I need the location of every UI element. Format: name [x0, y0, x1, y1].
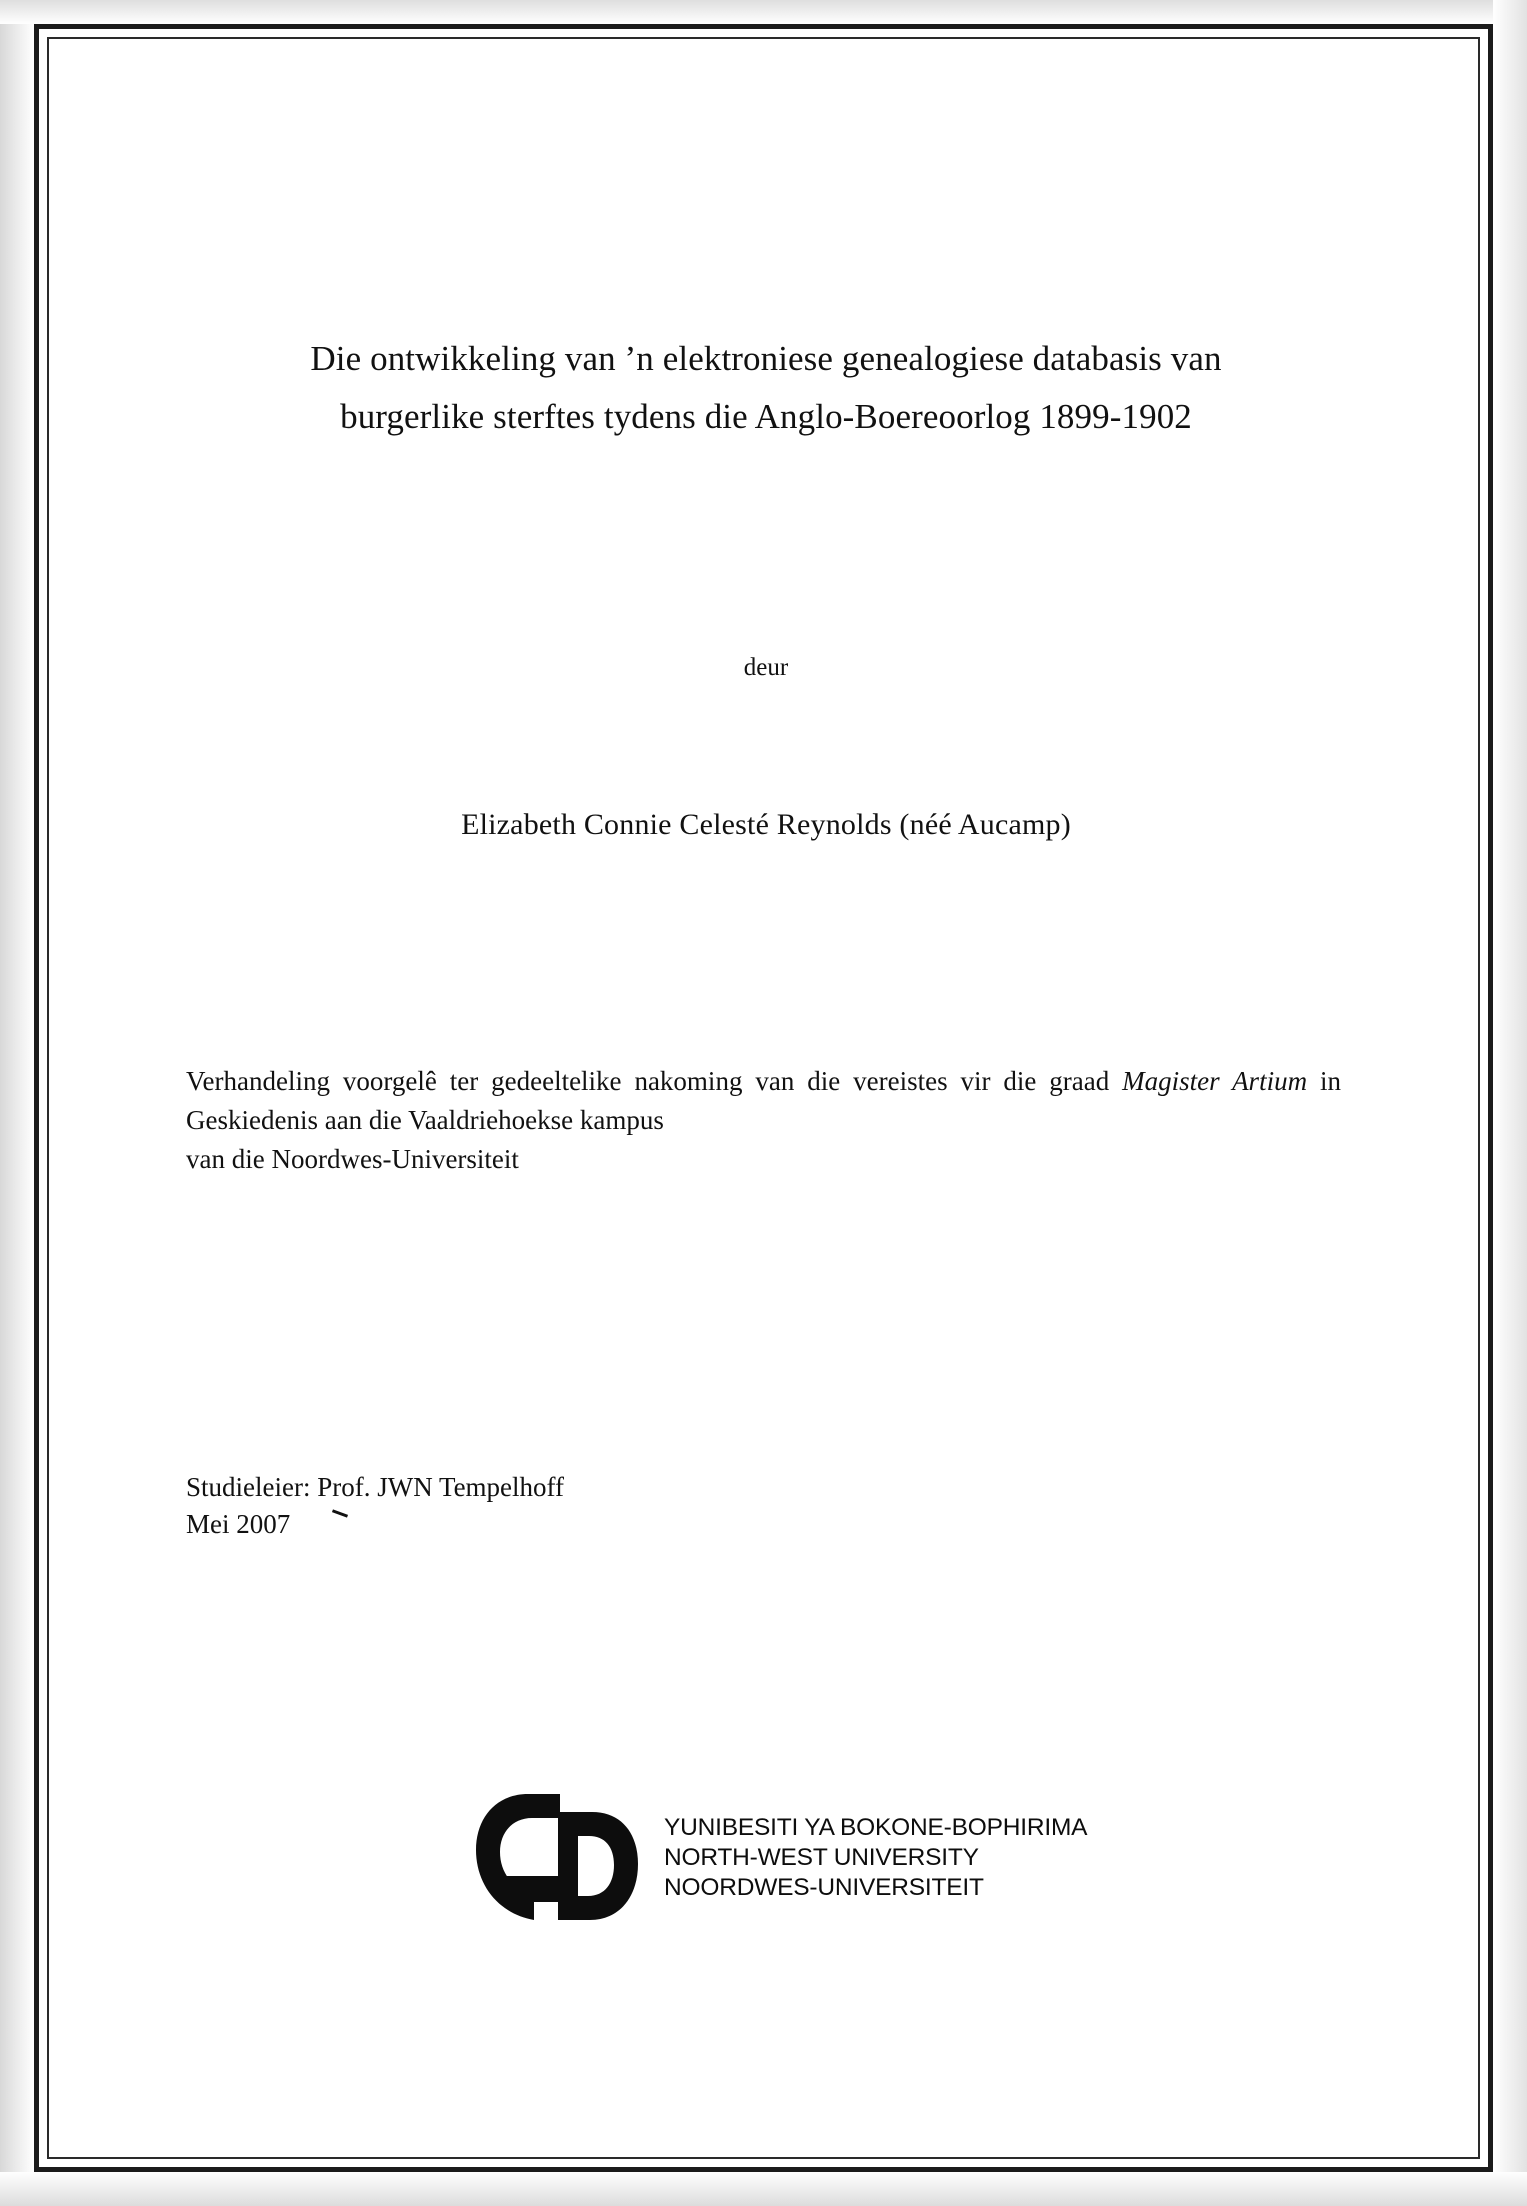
- page-edge-shadow-top: [0, 0, 1527, 24]
- supervisor-line: Studieleier: Prof. JWN Tempelhoff: [186, 1471, 565, 1502]
- page-title: [186, 330, 1346, 446]
- author-name: Elizabeth Connie Celesté Reynolds (néé Aucamp): [461, 807, 1071, 841]
- logo-text-line-2: NORTH-WEST UNIVERSITY: [664, 1844, 979, 1872]
- degree-name: Magister Artium: [1122, 1065, 1308, 1096]
- title-page-content: [186, 330, 1346, 1543]
- page-edge-shadow-bottom: [0, 2172, 1527, 2206]
- title-line-2: burgerlike sterftes tydens die Anglo-Boereoorlog 1899-1902: [340, 396, 1192, 436]
- university-logo-text: [664, 1811, 1087, 1903]
- degree-statement-part-2: in Geskiedenis aan die Vaaldriehoekse kampus: [186, 1065, 1341, 1135]
- north-west-university-logo-icon: [466, 1790, 650, 1924]
- page-edge-shadow-right: [1493, 0, 1527, 2206]
- supervisor-and-date: [186, 1179, 1346, 1544]
- logo-text-line-3: NOORDWES-UNIVERSITEIT: [664, 1873, 984, 1901]
- degree-statement: [186, 842, 1341, 1179]
- title-line-1: Die ontwikkeling van ’n elektroniese genealogiese databasis van: [310, 339, 1222, 378]
- page-edge-shadow-left: [0, 0, 34, 2206]
- date-line: Mei 2007: [186, 1506, 1346, 1543]
- by-label: deur: [743, 653, 789, 681]
- degree-statement-part-3: van die Noordwes-Universiteit: [186, 1143, 519, 1174]
- university-logo-block: [466, 1790, 1106, 1924]
- logo-text-line-1: YUNIBESITI YA BOKONE-BOPHIRIMA: [664, 1814, 1088, 1842]
- degree-statement-part-1: Verhandeling voorgelê ter gedeeltelike nakoming van die vereistes vir die graad: [186, 1065, 1123, 1096]
